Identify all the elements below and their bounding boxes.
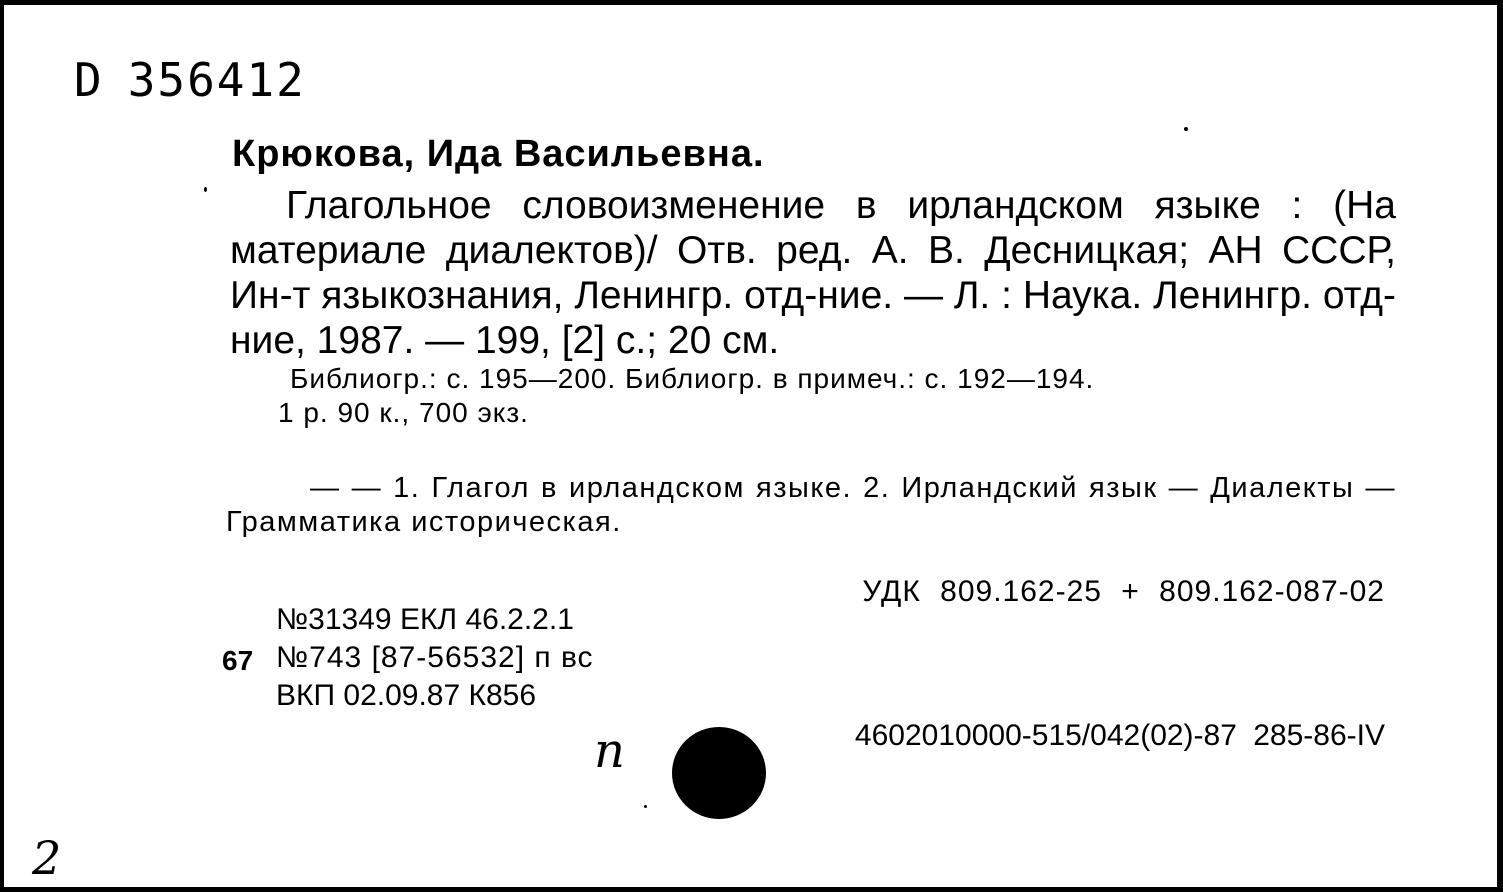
price-note: 1 р. 90 к., 700 экз. — [278, 397, 529, 428]
speck-dot — [644, 805, 647, 808]
speck-dot — [204, 187, 207, 192]
call-number — [74, 53, 306, 107]
call-number-value: 356412 — [127, 53, 306, 107]
registration-line-1: №31349 ЕКЛ 46.2.2.1 — [276, 603, 574, 636]
title-description — [230, 183, 1396, 363]
udc-code: УДК 809.162-25 + 809.162-087-02 — [862, 575, 1385, 608]
classification-code: 4602010000-515/042(02)-87 285-86-IV — [854, 719, 1385, 752]
call-number-prefix: D — [74, 53, 104, 107]
subject-headings — [226, 471, 1396, 539]
bibliography-note: Библиогр.: с. 195—200. Библиогр. в примеч.: с. 192—194. — [290, 363, 1095, 394]
title-text: Глагольное словоизменение в ирландском языке : (На материале диалектов)/ Отв. ред. А. В. Десницкая; АН СССР, Ин-т языкознания, Ленингр. отд-ние. — Л. : Наука. Ленингр. отд-ние, 1987. — 199, [2] с.; 20 см. — [230, 184, 1396, 362]
handwritten-number: 2 — [32, 831, 62, 885]
ink-blot — [672, 727, 766, 819]
author-heading: Крюкова, Ида Васильевна. — [232, 133, 765, 175]
registration-line-2: №743 [87-56532] п вс — [276, 641, 594, 674]
registration-line-3: ВКП 02.09.87 К856 — [276, 679, 537, 712]
subject-text: — — 1. Глагол в ирландском языке. 2. Ирландский язык — Диалекты — Грамматика историческая. — [226, 472, 1396, 538]
speck-dot — [1184, 127, 1188, 131]
registration-line-2-number: 67 — [222, 645, 254, 676]
handwritten-mark: n — [594, 723, 625, 779]
